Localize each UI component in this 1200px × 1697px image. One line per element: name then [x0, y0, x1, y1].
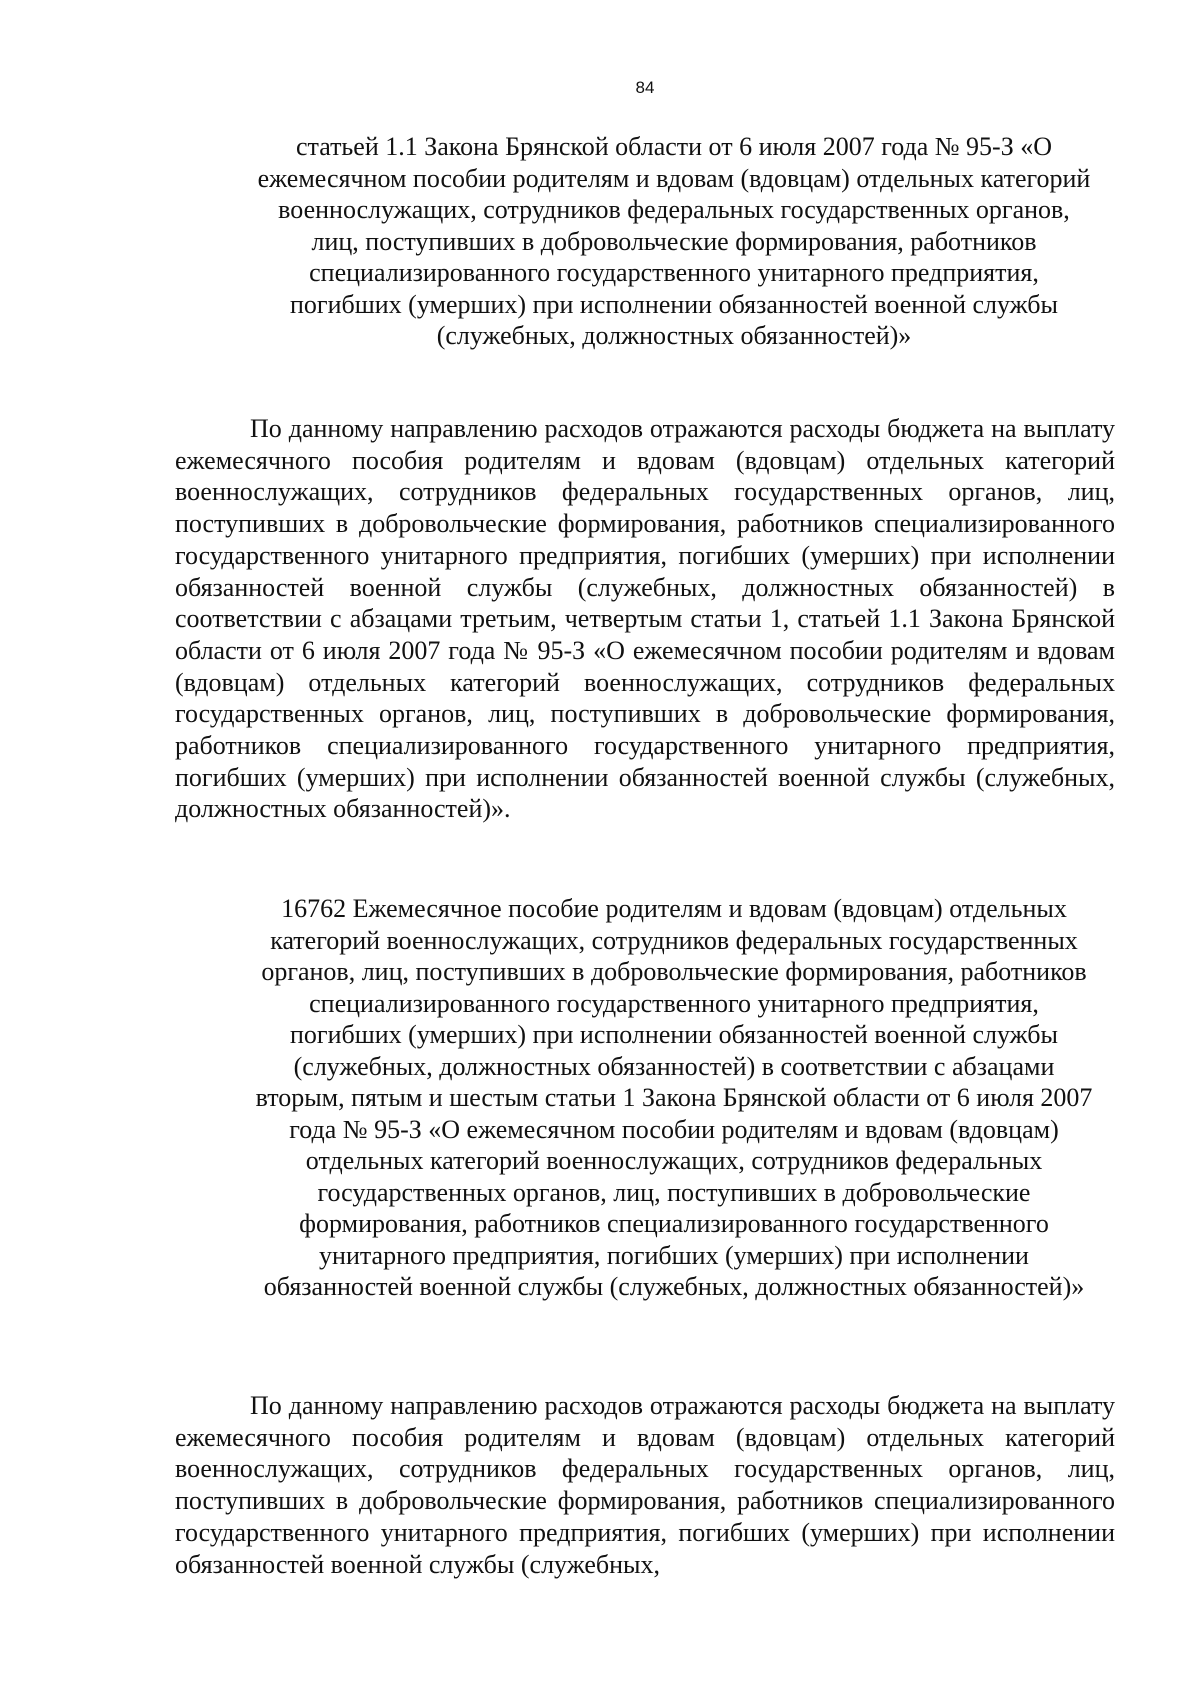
body-paragraph: По данному направлению расходов отражаются расходы бюджета на выплату ежемесячного пособия родителям и вдовам (вдовцам) отдельных категорий военнослужащих, сотрудников федеральных государственных органов, лиц, поступивших в добровольческие формирования, работников специализированного государственного унитарного предприятия, погибших (умерших) при исполнении обязанностей военной службы (служебных, должностных обязанностей) в соответствии с абзацами третьим, четвертым статьи 1, статьей 1.1 Закона Брянской области от 6 июля 2007 года № 95-З «О ежемесячном пособии родителям и вдовам (вдовцам) отдельных категорий военнослужащих, сотрудников федеральных государственных органов, лиц, поступивших в добровольческие формирования, работников специализированного государственного унитарного предприятия, погибших (умерших) при исполнении обязанностей военной службы (служебных, должностных обязанностей)». — [175, 414, 1115, 824]
section-heading-text: Ежемесячное пособие родителям и вдовам (вдовцам) отдельных категорий военнослужащих, сотрудников федеральных государственных органов, лиц, поступивших в добровольческие формирования, работников специализированного государственного унитарного предприятия, погибших (умерших) при исполнении обязанностей военной службы (служебных, должностных обязанностей) в соответствии с абзацами вторым, пятым и шестым статьи 1 Закона Брянской области от 6 июля 2007 года № 95-З «О ежемесячном пособии родителям и вдовам (вдовцам) отдельных категорий военнослужащих, сотрудников федеральных государственных органов, лиц, поступивших в добровольческие формирования, работников специализированного государственного унитарного предприятия, погибших (умерших) при исполнении обязанностей военной службы (служебных, должностных обязанностей)» — [255, 894, 1093, 1301]
section-heading: статьей 1.1 Закона Брянской области от 6 июля 2007 года № 95-З «О ежемесячном пособии родителям и вдовам (вдовцам) отдельных категорий военнослужащих, сотрудников федеральных государственных органов, лиц, поступивших в добровольческие формирования, работников специализированного государственного унитарного предприятия, погибших (умерших) при исполнении обязанностей военной службы (служебных, должностных обязанностей)» — [257, 132, 1091, 350]
body-paragraph: По данному направлению расходов отражаются расходы бюджета на выплату ежемесячного пособия родителям и вдовам (вдовцам) отдельных категорий военнослужащих, сотрудников федеральных государственных органов, лиц, поступивших в добровольческие формирования, работников специализированного государственного унитарного предприятия, погибших (умерших) при исполнении обязанностей военной службы (служебных, — [175, 1391, 1115, 1579]
budget-code: 16762 — [281, 894, 347, 923]
section-heading-with-code — [255, 893, 1093, 1303]
page-number: 84 — [635, 78, 655, 97]
